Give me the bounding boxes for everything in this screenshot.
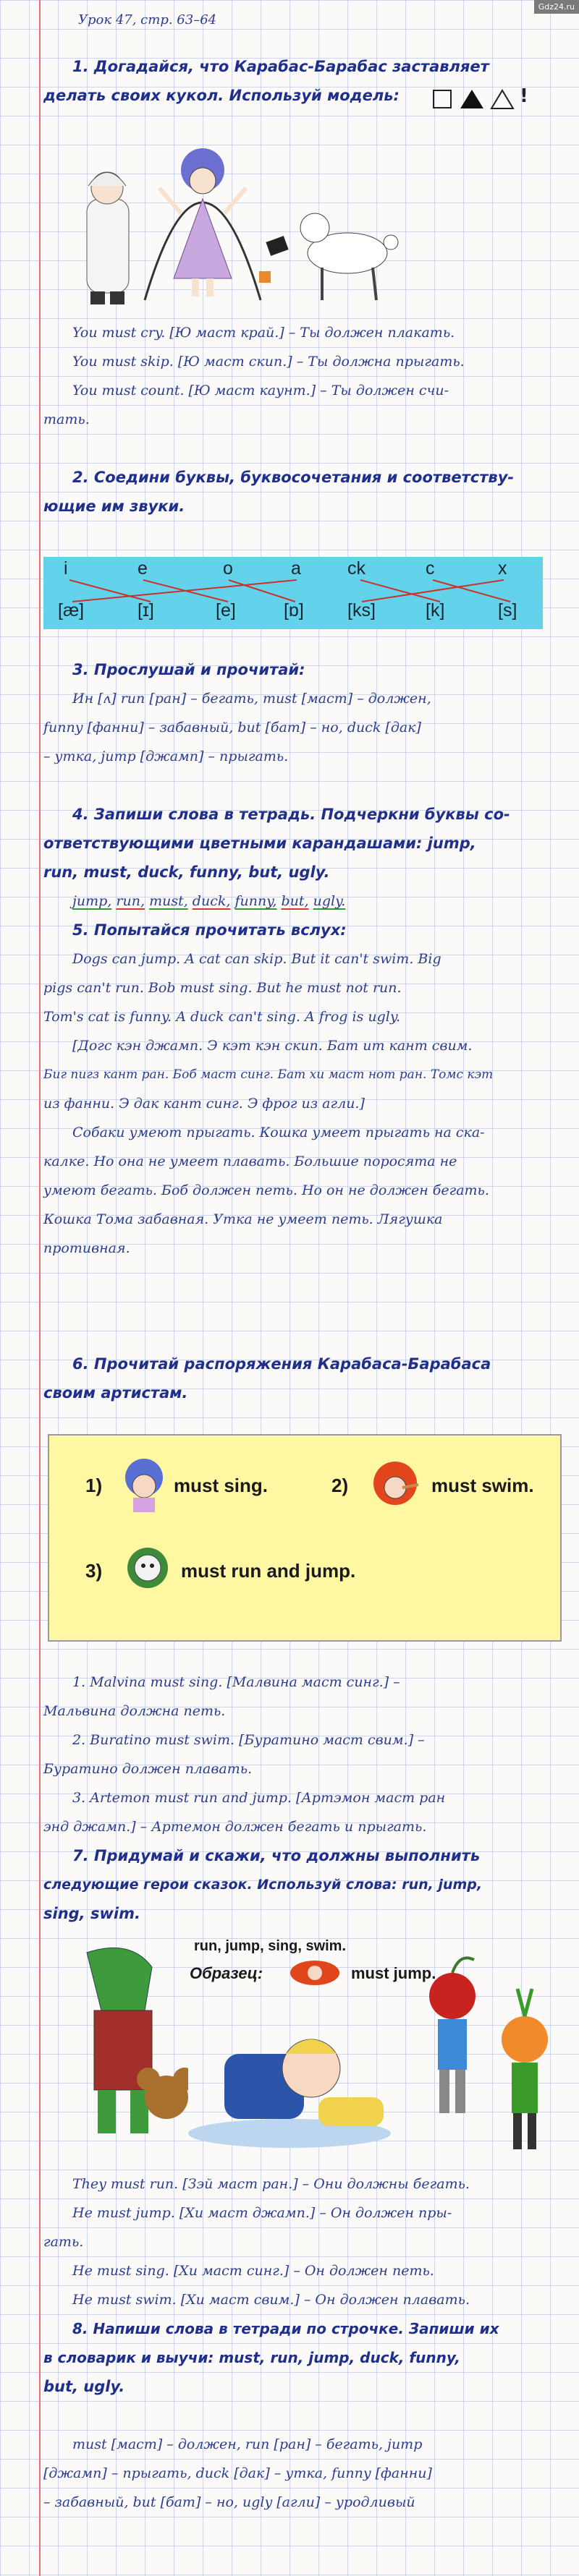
letter-ck: ck [347,558,365,579]
sound-e: [e] [216,600,236,620]
task7-words-line: run, jump, sing, swim. [194,1938,347,1954]
sample-head-icon [286,1958,344,1987]
task2-title-line1: 2. Соедини буквы, буквосочетания и соответству- [72,469,515,486]
task5-line-5: Биг пигз кант ран. Боб маст синг. Бат хи маст нот ран. Томс кэт [43,1067,494,1082]
task5-line-4: [Догс кэн джамп. Э кэт кэн скип. Бат ит кант свим. [72,1038,473,1054]
task5-line-7: Собаки умеют прыгать. Кошка умеет прыгать на ска- [72,1125,485,1140]
sound-ks: [ks] [347,600,376,620]
task1-answer-4: тать. [43,411,90,427]
task7-title-line3: sing, swim. [43,1905,140,1922]
malvina-figure [145,148,261,300]
task6-answer-3: 2. Buratino must swim. [Буратино маст свим.] – [72,1732,425,1748]
task3-line-2: funny [фанни] – забавный, but [бат] – но, duck [дак] [43,720,421,735]
word-but: but, [281,893,309,909]
task7-answer-2: He must jump. [Хи маст джамп.] – Он должен пры- [72,2205,452,2221]
malvina-head-icon [119,1456,169,1514]
task5-line-1: Dogs can jump. A cat can skip. But it can't swim. Big [72,951,441,967]
sound-o: [ɒ] [284,600,304,620]
orders-panel [48,1434,562,1642]
sound-k: [k] [426,600,445,620]
word-must: must, [149,893,188,909]
task6-title-line1: 6. Прочитай распоряжения Карабаса-Барабаса [72,1355,491,1373]
task1-answer-1: You must cry. [Ю маст край.] – Ты должен плакать. [72,325,455,341]
square-icon [433,90,452,108]
task1-title-line1: 1. Догадайся, что Карабас-Барабас заставляет [72,58,489,75]
lesson-header: Урок 47, стр. 63–64 [78,12,217,27]
panel-num-3: 3) [85,1560,103,1582]
task5-title: 5. Попытайся прочитать вслух: [72,921,347,939]
panel-num-2: 2) [331,1475,349,1496]
filled-triangle-icon [459,88,485,110]
task7-title-line1: 7. Придумай и скажи, что должны выполнить [72,1847,481,1864]
artemon-poodle-figure [259,213,398,300]
artemon-head-icon [119,1543,177,1593]
model-shapes [433,85,556,111]
task8-title-line1: 8. Напиши слова в тетради по строчке. Запиши их [72,2320,499,2337]
sound-short-i: [ɪ] [138,600,154,620]
task8-answer-3: – забавный, but [бат] – но, ugly [агли] – уродливый [43,2494,415,2510]
task6-answer-4: Буратино должен плавать. [43,1761,253,1777]
task5-line-9: умеют бегать. Боб должен петь. Но он не должен бегать. [43,1182,489,1198]
task5-line-11: противная. [43,1240,130,1256]
watermark: Gdz24.ru [534,0,579,14]
task3-title: 3. Прослушай и прочитай: [72,661,305,678]
task7-answer-3: гать. [43,2234,84,2250]
cherry-and-onion-illustration [416,1953,561,2162]
sleeping-kids-illustration [181,1996,398,2155]
letter-i: i [64,558,68,579]
task6-answer-2: Мальвина должна петь. [43,1703,226,1719]
panel-num-1: 1) [85,1475,103,1496]
letter-e: e [138,558,148,579]
task7-answer-5: He must swim. [Хи маст свим.] – Он должен плавать. [72,2292,470,2308]
letter-c: c [426,558,435,579]
task1-answer-3: You must count. [Ю маст каунт.] – Ты должен счи- [72,383,449,398]
task8-title-line3: but, ugly. [43,2378,125,2395]
word-ugly: ugly. [313,893,346,909]
letter-x: x [498,558,507,579]
task4-title-line1: 4. Запиши слова в тетрадь. Подчеркни буквы со- [72,806,510,823]
task7-title-line2: следующие герои сказок. Используй слова: run, jump, [43,1877,483,1893]
task4-title-line3: run, must, duck, funny, but, ugly. [43,863,330,881]
task4-answer-words [72,887,345,916]
task2-title-line2: ющие им звуки. [43,498,185,515]
panel-text-2: must swim. [431,1475,534,1496]
task7-sample-text: must jump. [351,1964,436,1982]
task1-title-line2: делать своих кукол. Используй модель: [43,87,400,104]
task7-answer-1: They must run. [Зэй маст ран.] – Они должны бегать. [72,2176,470,2192]
word-funny: funny, [234,893,277,909]
task8-answer-1: must [маст] – должен, run [ран] – бегать, jump [72,2436,423,2452]
margin-line [39,0,41,2576]
task5-line-8: калке. Но она не умеет плавать. Большие поросята не [43,1153,457,1169]
word-jump: jump, [72,893,112,909]
matching-lines [43,557,543,629]
task1-answer-2: You must skip. [Ю маст скип.] – Ты должна прыгать. [72,354,465,370]
task5-line-10: Кошка Тома забавная. Утка не умеет петь. Лягушка [43,1211,443,1227]
task5-line-2: pigs can't run. Bob must sing. But he must not run. [43,980,402,996]
word-duck: duck, [192,893,231,909]
task4-title-line2: ответствующими цветными карандашами: jump, [43,835,476,852]
task7-answer-4: He must sing. [Хи маст синг.] – Он должен петь. [72,2263,434,2279]
task3-line-1: Ин [ʌ] run [ран] – бегать, must [маст] – должен, [72,691,431,707]
panel-text-1: must sing. [174,1475,269,1496]
task8-title-line2: в словарик и выучи: must, run, jump, duck, funny, [43,2349,460,2366]
letter-a: a [291,558,301,579]
panel-text-3: must run and jump. [181,1560,356,1582]
letters-sounds-band [43,557,543,629]
letter-o: o [223,558,233,579]
task5-line-3: Tom's cat is funny. A duck can't sing. A frog is ugly. [43,1009,401,1025]
sound-ae: [æ] [58,600,85,620]
gena-and-cheburashka-illustration [43,1924,188,2155]
task6-answer-6: энд джамп.] – Артемон должен бегать и прыгать. [43,1819,427,1835]
task6-answer-5: 3. Artemon must run and jump. [Артэмон маст ран [72,1790,446,1806]
outline-triangle-icon [489,88,515,110]
puppets-illustration [72,119,405,315]
task7-sample-label: Образец: [190,1964,263,1982]
task8-answer-2: [джамп] – прыгать, duck [дак] – утка, funny [фанни] [43,2465,432,2481]
model-exclamation: ! [520,85,528,107]
task6-answer-1: 1. Malvina must sing. [Малвина маст синг.] – [72,1674,400,1690]
word-run: run, [116,893,145,909]
sound-s: [s] [498,600,517,620]
buratino-head-icon [366,1456,424,1514]
task6-title-line2: своим артистам. [43,1384,188,1402]
task5-line-6: из фанни. Э дак кант синг. Э фрог из агли.] [43,1096,365,1112]
pierrot-figure [87,172,129,304]
task3-line-3: – утка, jump [джамп] – прыгать. [43,749,289,764]
